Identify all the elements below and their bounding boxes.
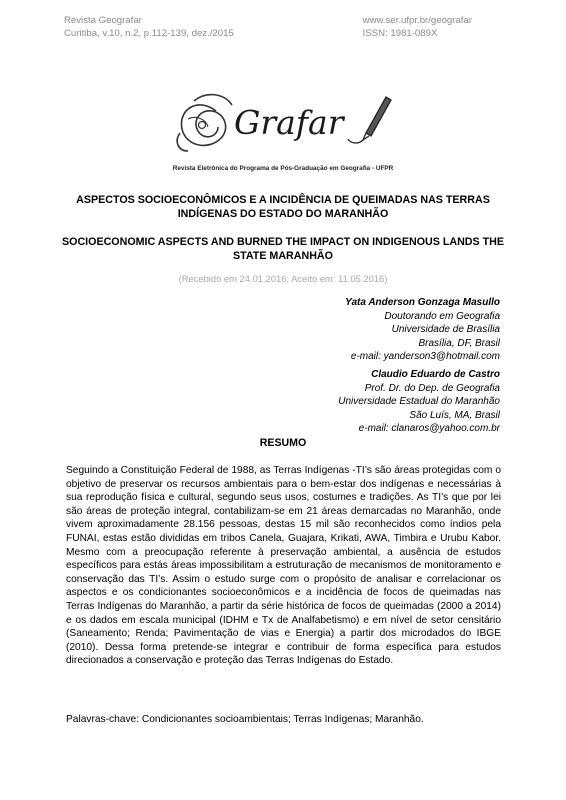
- author-email[interactable]: e-mail: yanderson3@hotmail.com: [350, 351, 500, 363]
- author-institution: Universidade Estadual do Maranhão: [338, 396, 500, 408]
- author-location: São Luís, MA, Brasil: [409, 409, 500, 421]
- author-institution: Universidade de Brasília: [391, 324, 500, 336]
- author-name: Yata Anderson Gonzaga Masullo: [345, 297, 500, 308]
- title-english: SOCIOECONOMIC ASPECTS AND BURNED THE IMPACT ON INDIGENOUS LANDS THE STATE MARANHÃO: [62, 236, 504, 262]
- author-email[interactable]: e-mail: clanaros@yahoo.com.br: [358, 423, 500, 435]
- journal-logo: [172, 89, 394, 159]
- journal-url[interactable]: www.ser.ufpr.br/geografar: [362, 15, 472, 26]
- author-name: Claudio Eduardo de Castro: [371, 369, 500, 380]
- abstract-heading: RESUMO: [259, 437, 307, 449]
- pen-icon: [348, 97, 391, 143]
- citation: Curitiba, v.10, n.2, p.112-139, dez./2015: [64, 27, 234, 39]
- received-dates: (Recebido em 24.01.2016; Aceito em: 11.05.2016): [178, 273, 388, 284]
- journal-name: Revista Geografar: [64, 15, 142, 26]
- globe-swirl-icon: [177, 95, 232, 151]
- author-block: [345, 296, 500, 364]
- author-position: Prof. Dr. do Dep. de Geografia: [364, 382, 500, 394]
- abstract-text: Seguindo a Constituição Federal de 1988, as Terras Indígenas -TI’s são áreas protegidas com o objetivo de preservar os recursos ambientais para o bem-estar dos indígenas e necessárias à sua reprodução física e cultural, segundo seus usos, costumes e tradições. As TI’s que por lei são áreas de proteção integral, contabilizam-se em 21 áreas demarcadas no Maranhão, onde vivem aproximadamente 28.156 pessoas, destas 15 mil são reconhecidos como índios pela FUNAI, estas estão divididas em tribos Canela, Guajara, Krikati, AWA, Timbira e Urubu Kabor. Mesmo com a preocupação referente à preservação ambiental, a ausência de estudos específicos para estás áreas impossibilitam a estruturação de mecanismos de monitoramento e conservação das TI’s. Assim o estudo surge com o propósito de analisar e correlacionar os aspectos e os condicionantes socioeconômicos e a incidência de focos de queimadas nas Terras Indígenas do Maranhão, a partir da série histórica de focos de queimadas (2000 a 2014) e os dados em escala municipal (IDHM e Tx de Analfabetismo) e em nível de setor censitário (Saneamento; Renda; Pavimentação de vias e Energia) a partir dos microdados do IBGE (2010). Dessa forma pretende-se integrar e contribuir de forma específica para estudos direcionados a conservação e proteção das Terras Indígenas do Estado.: [66, 465, 501, 667]
- keywords: Palavras-chave: Condicionantes socioambientais; Terras Indígenas; Maranhão.: [66, 714, 424, 725]
- author-position: Doutorando em Geografia: [384, 310, 500, 322]
- author-location: Brasília, DF, Brasil: [418, 337, 500, 349]
- logo-subtitle: Revista Eletrônica do Programa de Pós-Graduação em Geografia - UFPR: [172, 165, 394, 172]
- issn: ISSN: 1981-089X: [362, 27, 438, 39]
- title-portuguese: ASPECTOS SOCIOECONÔMICOS E A INCIDÊNCIA DE QUEIMADAS NAS TERRAS INDÍGENAS DO ESTADO DO MARANHÃO: [76, 194, 490, 220]
- running-header-right: [363, 15, 472, 40]
- logo-wordmark: Grafar: [234, 103, 344, 142]
- running-header-left: [64, 15, 234, 40]
- author-block: [338, 368, 500, 436]
